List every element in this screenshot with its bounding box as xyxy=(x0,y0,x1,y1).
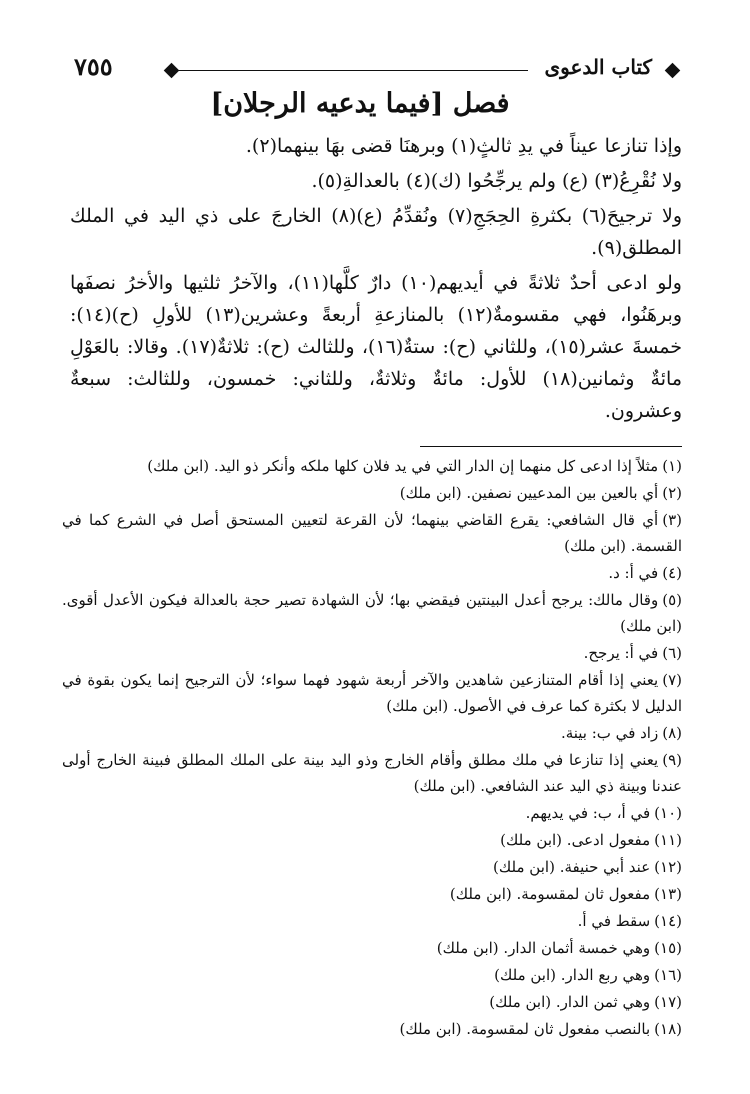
footnote-number: (١٦) xyxy=(654,966,682,984)
footnote-text: يعني إذا تنازعا في ملك مطلق وأقام الخارج وذو اليد بينة على الملك المطلق فبينة الخارج أولى عندنا وبينة ذي اليد عند الشافعي. (ابن ملك) xyxy=(62,751,682,795)
footnote-number: (١٢) xyxy=(654,858,682,876)
footnote-text: مفعول ثان لمقسومة. (ابن ملك) xyxy=(449,885,651,903)
paragraph: وإذا تنازعا عيناً في يدِ ثالثٍ(١) وبرهنَا قضى بهَا بينهما(٢). xyxy=(245,135,682,157)
paragraph: ولا ترجيحَ(٦) بكثرةِ الحِجَجِ(٧) ونُقدِّمُ (ع)(٨) الخارجَ على ذي اليد في الملك المطلق(٩). xyxy=(70,205,683,259)
footnote-number: (١) xyxy=(662,457,682,475)
footnote xyxy=(62,881,682,907)
book-title: كتاب الدعوى xyxy=(544,55,652,79)
footnote-number: (٩) xyxy=(662,751,682,769)
footnote xyxy=(62,935,682,961)
footnote-text: وهي ثمن الدار. (ابن ملك) xyxy=(489,993,651,1011)
footnote-text: وهي خمسة أثمان الدار. (ابن ملك) xyxy=(436,939,651,957)
footnote-text: وقال مالك: يرجح أعدل البينتين فيقضي بها؛ لأن الشهادة تصير حجة بالعدالة فيكون الأعدل أقوى. (ابن ملك) xyxy=(62,591,682,635)
footnote xyxy=(62,640,682,666)
footnote-text: في أ: د. xyxy=(608,564,659,582)
footnote xyxy=(62,667,682,719)
footnote xyxy=(62,827,682,853)
footnotes xyxy=(62,452,682,1043)
footnote-number: (١١) xyxy=(654,831,682,849)
diamond-ornament-icon xyxy=(665,63,681,79)
footnote-number: (١٧) xyxy=(654,993,682,1011)
footnote-text: زاد في ب: بينة. xyxy=(560,724,659,742)
footnote xyxy=(62,908,682,934)
footnote xyxy=(62,747,682,799)
footnote-number: (١٤) xyxy=(654,912,682,930)
footnote-number: (١٣) xyxy=(654,885,682,903)
footnote-number: (٤) xyxy=(662,564,682,582)
footnote-text: مثلاً إذا ادعى كل منهما إن الدار التي في يد فلان كلها ملكه وأنكر ذو اليد. (ابن ملك) xyxy=(147,457,659,475)
footnote xyxy=(62,720,682,746)
header-rule xyxy=(178,70,528,71)
footnote xyxy=(62,989,682,1015)
footnote-number: (١٨) xyxy=(654,1020,682,1038)
section-title: فصل [فيما يدعيه الرجلان] xyxy=(210,88,510,119)
footnote-number: (٣) xyxy=(662,511,682,529)
footnote xyxy=(62,800,682,826)
footnote-text: في أ: يرجح. xyxy=(583,644,659,662)
footnote-number: (٨) xyxy=(662,724,682,742)
footnote-number: (٦) xyxy=(662,644,682,662)
footnote-text: أي بالعين بين المدعيين نصفين. (ابن ملك) xyxy=(399,484,659,502)
footnote-text: وهي ربع الدار. (ابن ملك) xyxy=(494,966,651,984)
diamond-ornament-icon xyxy=(164,63,180,79)
running-header xyxy=(68,52,678,88)
footnote-text: بالنصب مفعول ثان لمقسومة. (ابن ملك) xyxy=(399,1020,651,1038)
footnote-number: (٧) xyxy=(662,671,682,689)
footnote xyxy=(62,507,682,559)
footnote xyxy=(62,453,682,479)
footnote-text: في أ، ب: في يديهم. xyxy=(525,804,651,822)
paragraph: ولا نُقْرِعُ(٣) (ع) ولم يرجِّحُوا (ك)(٤) بالعدالةِ(٥). xyxy=(311,170,682,192)
footnote-divider xyxy=(420,446,682,447)
footnote-number: (٥) xyxy=(662,591,682,609)
footnote-text: مفعول ادعى. (ابن ملك) xyxy=(500,831,651,849)
paragraph: ولو ادعى أحدٌ ثلاثةً في أيديهم(١٠) دارٌ كلَّها(١١)، والآخرُ ثلثيها والأخرُ نصفَها وبرهَنُوا، فهي مقسومةٌ(١٢) بالمنازعةِ أربعةً وعشرين(١٣) للأولِ (ح)(١٤): خمسةَ عشر(١٥)، وللثاني (ح): ستةٌ(١٦)، وللثالث (ح): ثلاثةٌ(١٧). وقالا: بالعَوْلِ مائةٌ وثمانين(١٨) للأول: مائةٌ وثلاثةٌ، وللثاني: خمسون، وللثالث: سبعةٌ وعشرون. xyxy=(70,272,683,422)
footnote xyxy=(62,480,682,506)
footnote-number: (١٠) xyxy=(654,804,682,822)
page-number: ٧٥٥ xyxy=(74,52,113,81)
main-text xyxy=(70,130,682,427)
footnote-text: عند أبي حنيفة. (ابن ملك) xyxy=(493,858,651,876)
footnote xyxy=(62,560,682,586)
footnote xyxy=(62,1016,682,1042)
footnote-text: أي قال الشافعي: يقرع القاضي بينهما؛ لأن القرعة لتعيين المستحق أصل في الشرع كما في القسمة. (ابن ملك) xyxy=(62,511,682,555)
footnote-text: يعني إذا أقام المتنازعين شاهدين والآخر أربعة شهود فهما سواء؛ لأن الترجيح إنما يكون بقوة في الدليل لا بكثرة كما عرف في الأصول. (ابن ملك) xyxy=(62,671,682,715)
footnote xyxy=(62,587,682,639)
footnote xyxy=(62,854,682,880)
footnote xyxy=(62,962,682,988)
footnote-text: سقط في أ. xyxy=(577,912,651,930)
footnote-number: (٢) xyxy=(662,484,682,502)
footnote-number: (١٥) xyxy=(654,939,682,957)
